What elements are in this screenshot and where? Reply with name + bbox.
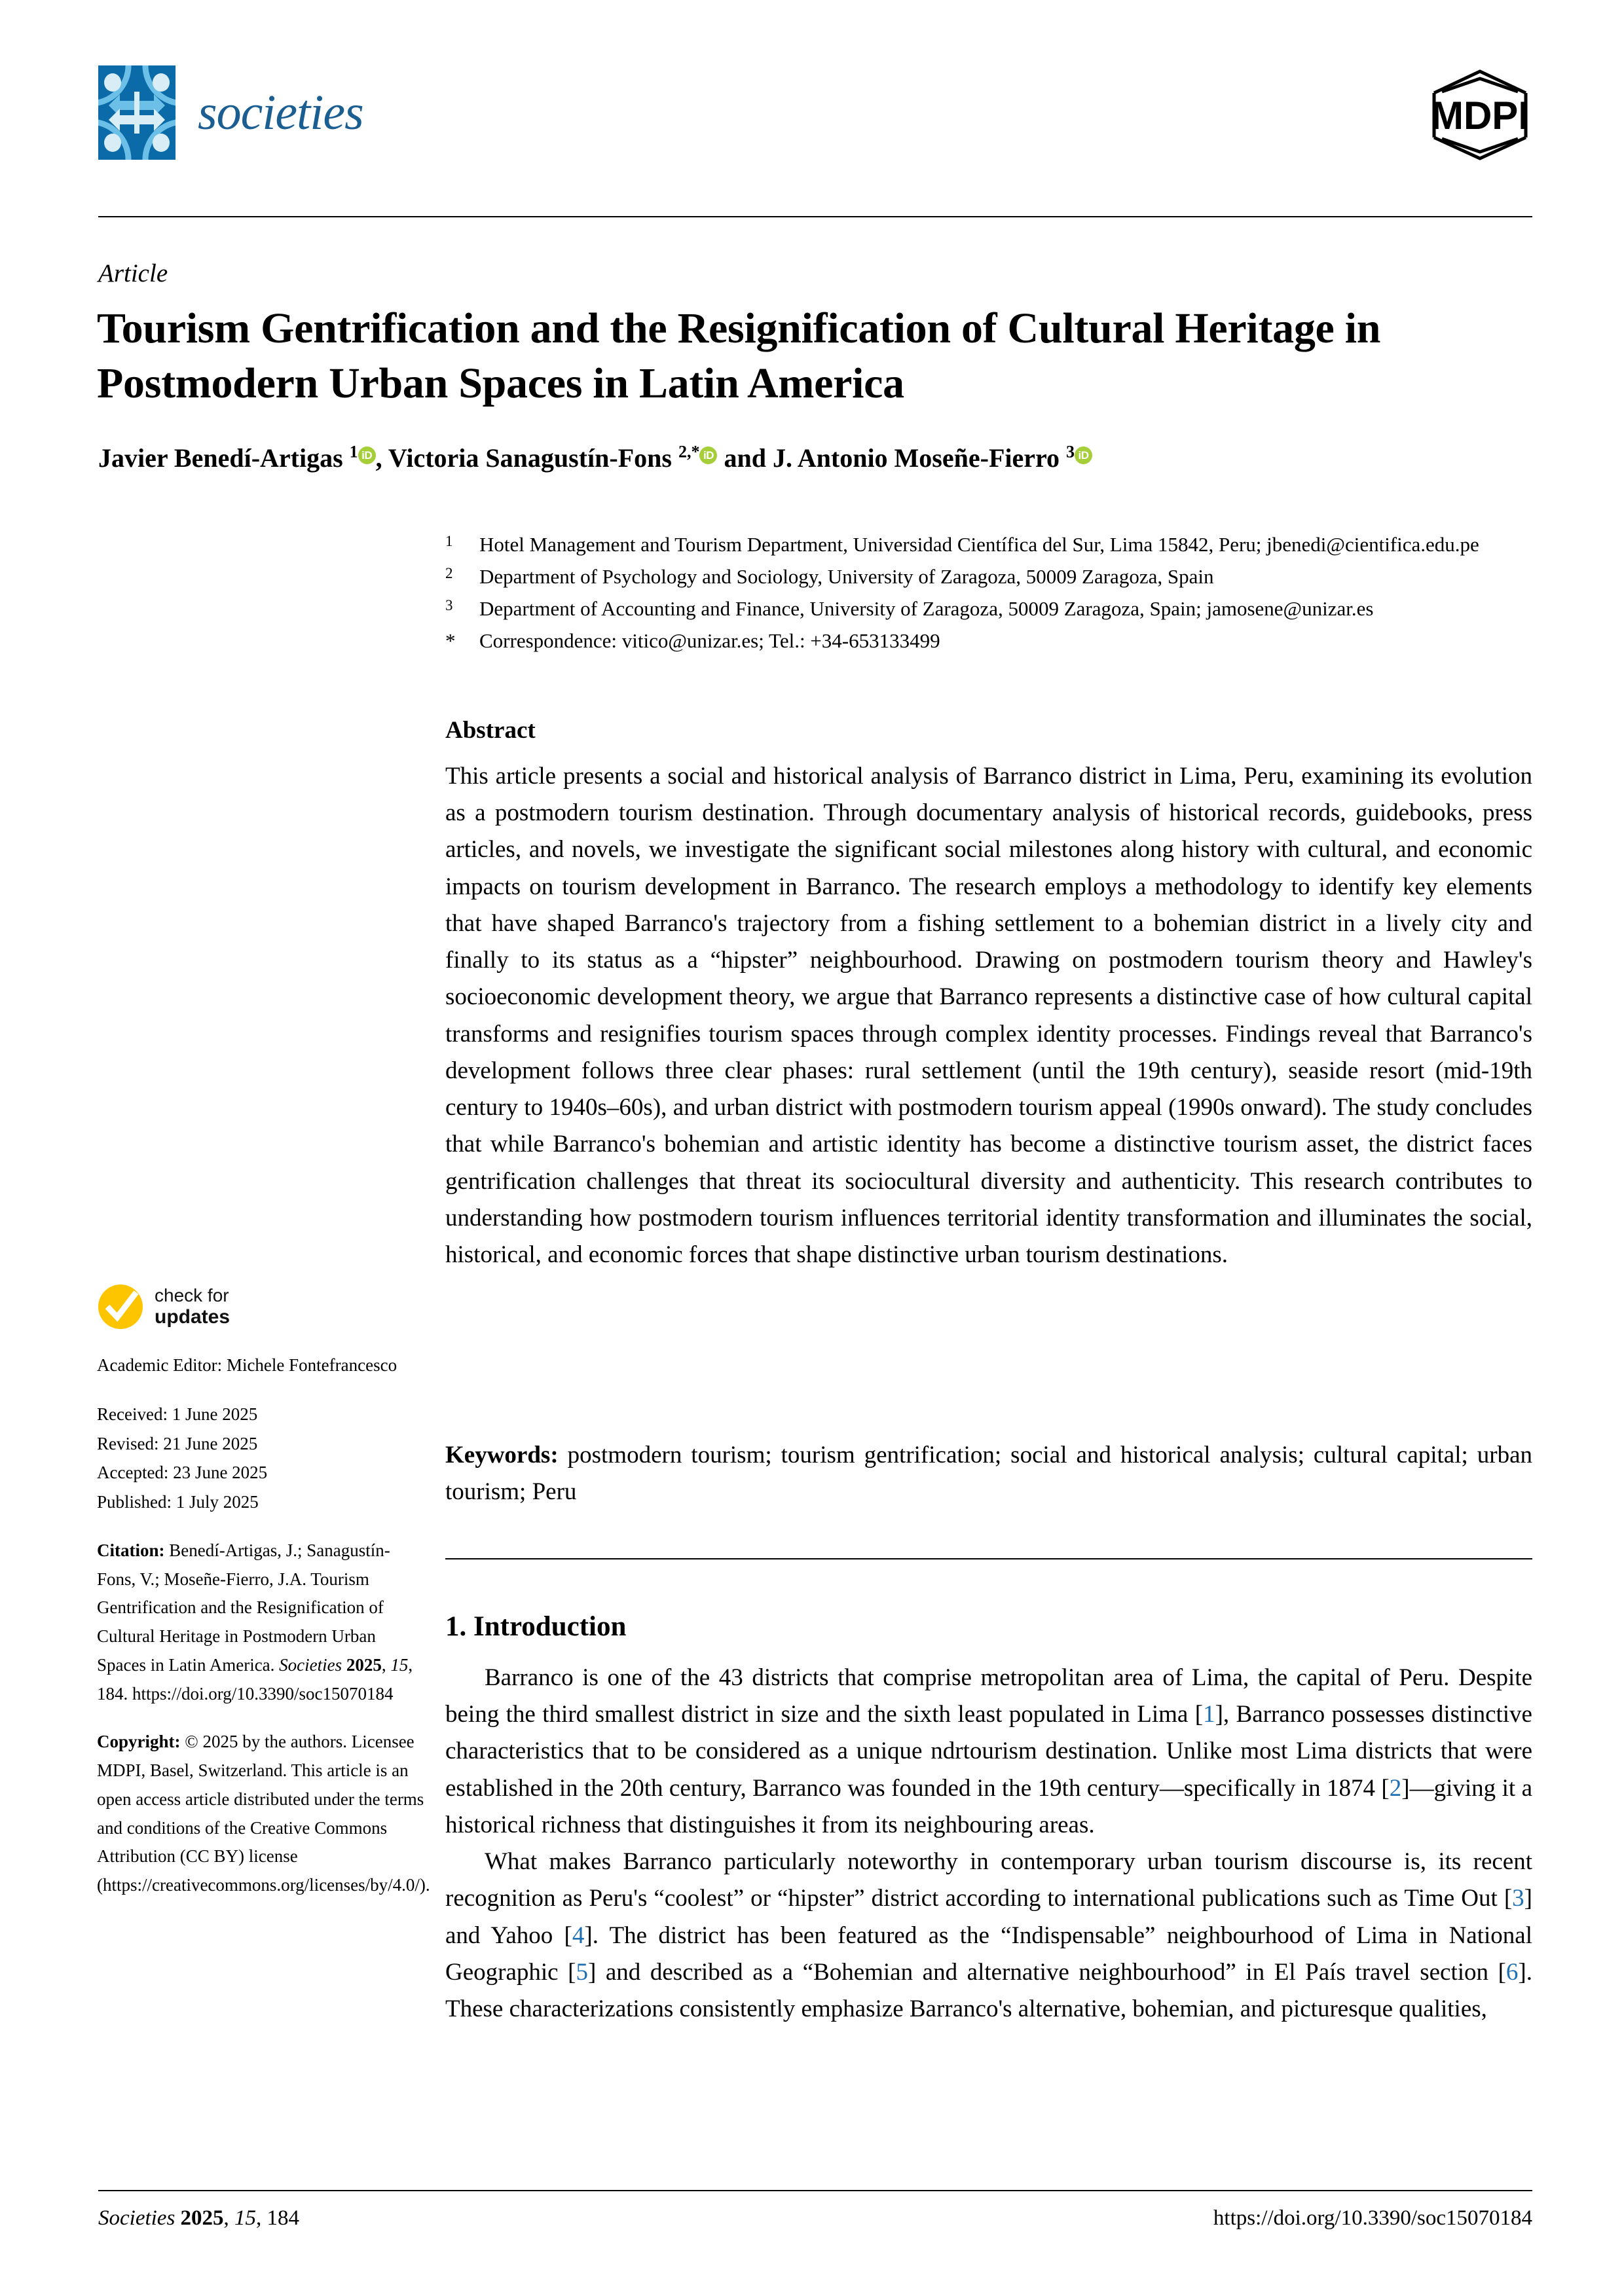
citation-ref-6[interactable]: 6 (1505, 1958, 1519, 1986)
footer-article-number: 184 (267, 2206, 300, 2230)
footer-volume: 15 (234, 2206, 257, 2230)
citation-ref-1[interactable]: 1 (1203, 1701, 1215, 1728)
header-divider (98, 216, 1532, 217)
author-list: Javier Benedí-Artigas $^1$ iD , Victoria Sanagustín-Fons $^{2,*}$ iD and J. Antonio Moseñe-Fierro $^3$ iD (98, 440, 1532, 477)
copyright-text: © 2025 by the authors. Licensee MDPI, Basel, Switzerland. This article is an open access article distributed under the terms and conditions of the Creative Commons Attribution (CC BY) license (https://creativecommons.org/licenses/by/4.0/). (97, 1732, 430, 1895)
keywords-label: Keywords: (445, 1442, 559, 1468)
page-footer (98, 2206, 1532, 2231)
intro-p1-text-a: Barranco is one of the 43 districts that comprise metropolitan area of Lima, the capital of Peru. Despite being the third smallest district in size and the sixth least populated in Lima [ (445, 1664, 1532, 1728)
footer-year: 2025 (180, 2206, 224, 2230)
journal-logo[interactable] (98, 65, 363, 160)
orcid-icon[interactable]: iD (699, 446, 717, 464)
affiliation-text: Department of Psychology and Sociology, University of Zaragoza, 50009 Zaragoza, Spain (479, 565, 1214, 589)
sidebar (97, 1283, 430, 1920)
copyright-block (97, 1728, 430, 1899)
affiliation-item (445, 593, 1532, 624)
intro-p2-text-a: What makes Barranco particularly noteworthy in contemporary urban tourism discourse is, its recent recognition as Peru's “coolest” or “hipster” district according to international publications such as Time Out [ (445, 1848, 1532, 1912)
keywords-block (445, 1437, 1532, 1510)
intro-p2-text-e: ]. These characterizations consistently emphasize Barranco's alternative, bohemian, and picturesque qualities, (445, 1958, 1532, 2023)
affiliation-text: Department of Accounting and Finance, University of Zaragoza, 50009 Zaragoza, Spain; jamosene@unizar.es (479, 597, 1374, 621)
orcid-icon[interactable]: iD (358, 446, 376, 464)
abstract-divider (445, 1558, 1532, 1559)
copyright-label: Copyright: (97, 1732, 181, 1752)
citation-ref-3[interactable]: 3 (1512, 1885, 1524, 1912)
correspondence-marker: * (445, 629, 456, 653)
intro-p2-text-d: ] and described as a “Bohemian and alternative neighbourhood” in El País travel section [ (587, 1958, 1506, 1986)
intro-p1-text-b: ], Barranco possesses distinctive characteristics that to be considered as a unique ndrtourism destination. Unlike most Lima districts that were established in the 20th century, Barranco was founded in the 19th century—specifically in 1874 [ (445, 1701, 1532, 1802)
intro-paragraph-1 (445, 1660, 1532, 1844)
orcid-icon[interactable]: iD (1075, 446, 1092, 464)
citation-year: 2025 (346, 1654, 382, 1675)
date-revised: Revised: 21 June 2025 (97, 1433, 258, 1453)
affiliation-item (445, 561, 1532, 592)
crossmark-badge-group[interactable] (97, 1283, 424, 1330)
crossmark-line1: check for (155, 1285, 229, 1305)
abstract-text: This article presents a social and historical analysis of Barranco district in Lima, Peru, examining its evolution as a postmodern tourism destination. Through documentary analysis of historical records, guidebooks, press articles, and novels, we investigate the significant social milestones along history with cultural, and economic impacts on tourism development in Barranco. The research employs a methodology to identify key elements that have shaped Barranco's trajectory from a fishing settlement to a bohemian district in a lively city and finally to its status as a “hipster” neighbourhood. Drawing on postmodern tourism theory and Hawley's socioeconomic development theory, we argue that Barranco represents a distinctive case of how cultural capital transforms and resignifies tourism spaces through complex identity processes. Findings reveal that Barranco's development follows three clear phases: rural settlement (until the 19th century), seaside resort (mid-19th century to 1940s–60s), and urban district with postmodern tourism appeal (1990s onward). The study concludes that while Barranco's bohemian and artistic identity has become a distinctive tourism asset, the district faces gentrification challenges that threat its sociocultural diversity and authenticity. This research contributes to understanding how postmodern tourism influences territorial identity transformation and illuminates the social, historical, and economic forces that shape distinctive urban tourism destinations. (445, 763, 1532, 1269)
mdpi-logo-icon[interactable] (1428, 67, 1532, 162)
citation-ref-4[interactable]: 4 (572, 1922, 585, 1949)
correspondence-text: Correspondence: vitico@unizar.es; Tel.: +34-653133499 (479, 629, 940, 653)
abstract-heading: Abstract (445, 717, 536, 744)
journal-title: societies (198, 85, 363, 140)
date-accepted: Accepted: 23 June 2025 (97, 1463, 268, 1483)
intro-paragraph-2 (445, 1844, 1532, 2028)
academic-editor-name: Michele Fontefrancesco (226, 1355, 397, 1375)
footer-citation: Societies 2025, 15, 184 (98, 2206, 300, 2230)
citation-authors: Benedí-Artigas, J.; Sanagustín-Fons, V.; Moseñe-Fierro, J.A. (97, 1540, 390, 1589)
intro-p1-text-c: ]—giving it a historical richness that distinguishes it from its neighbouring areas. (445, 1774, 1532, 1838)
page-title: Tourism Gentrification and the Resignification of Cultural Heritage in Postmodern Urban Spaces in Latin America (97, 304, 1381, 408)
intro-p2-text-c: ]. The district has been featured as the “Indispensable” neighbourhood of Lima in National Geographic [ (445, 1922, 1532, 1986)
citation-title: Tourism Gentrification and the Resignification of Cultural Heritage in Postmodern Urban Spaces in Latin America. (97, 1569, 384, 1675)
footer-journal: Societies (98, 2206, 175, 2230)
citation-doi-link[interactable]: https://doi.org/10.3390/soc15070184 (132, 1683, 394, 1704)
affiliation-marker: 1 (445, 533, 453, 549)
affiliation-marker: 2 (445, 565, 453, 582)
affiliation-item (445, 529, 1532, 560)
crossmark-line2: updates (155, 1305, 231, 1328)
intro-p2-text-b: ] and Yahoo [ (445, 1885, 1532, 1949)
date-published: Published: 1 July 2025 (97, 1492, 259, 1512)
article-type-label: Article (98, 259, 168, 287)
correspondence-item (445, 625, 1532, 656)
citation-article-number: 184. (97, 1683, 128, 1704)
academic-editor-block (97, 1351, 424, 1380)
citation-ref-2[interactable]: 2 (1389, 1774, 1402, 1802)
affiliation-marker: 3 (445, 597, 453, 614)
check-for-updates-icon[interactable] (97, 1283, 144, 1330)
citation-block: Citation: Benedí-Artigas, J.; Sanagustín-Fons, V.; Moseñe-Fierro, J.A. Tourism Gentrification and the Resignification of Cultural Heritage in Postmodern Urban Spaces in Latin America. Societies 2025, 15, 184. https://doi.org/10.3390/soc15070184 (97, 1540, 413, 1704)
publication-dates-block (97, 1400, 424, 1517)
section-heading-introduction: 1. Introduction (445, 1611, 627, 1642)
citation-journal: Societies (279, 1654, 342, 1675)
academic-editor-label: Academic Editor: (97, 1355, 223, 1375)
date-received: Received: 1 June 2025 (97, 1404, 258, 1424)
keywords-text: postmodern tourism; tourism gentrification; social and historical analysis; cultural capital; urban tourism; Peru (445, 1442, 1533, 1506)
affiliations-block (445, 529, 1532, 657)
citation-volume: 15 (390, 1654, 409, 1675)
footer-divider (98, 2190, 1532, 2191)
citation-ref-5[interactable]: 5 (576, 1958, 588, 1986)
affiliation-text: Hotel Management and Tourism Department, Universidad Científica del Sur, Lima 15842, Peru; jbenedi@cientifica.edu.pe (479, 533, 1479, 556)
footer-doi[interactable]: https://doi.org/10.3390/soc15070184 (1213, 2206, 1532, 2230)
citation-label: Citation: (97, 1540, 165, 1560)
mdpi-wordmark: MDPI (1431, 94, 1529, 137)
societies-logo-icon (98, 65, 175, 160)
crossmark-label (155, 1285, 230, 1328)
introduction-body (445, 1660, 1532, 2028)
masthead (98, 65, 1532, 170)
